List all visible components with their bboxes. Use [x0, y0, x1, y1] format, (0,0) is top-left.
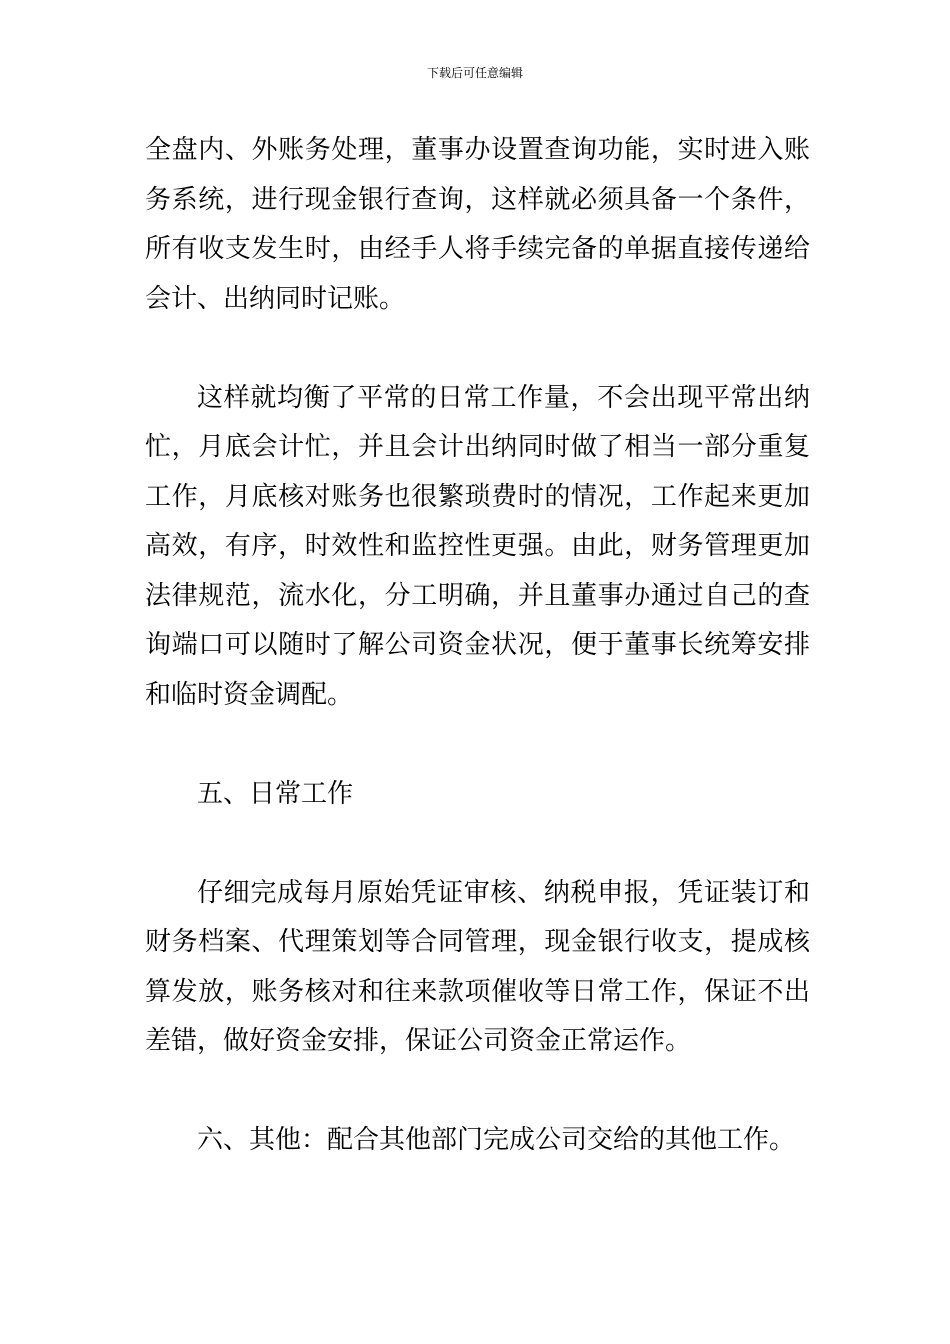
- paragraph-spacer: [145, 720, 810, 770]
- text-line: 询端口可以随时了解公司资金状况，便于董事长统筹安排: [145, 630, 810, 660]
- text-line: 六、其他：配合其他部门完成公司交给的其他工作。: [197, 1125, 796, 1155]
- paragraph-other-work: [145, 1116, 810, 1166]
- text-line: 全盘内、外账务处理，董事办设置查询功能，实时进入账: [145, 135, 810, 165]
- text-line: 所有收支发生时，由经手人将手续完备的单据直接传递给: [145, 234, 810, 264]
- text-line: 和临时资金调配。: [145, 679, 354, 710]
- text-line: 仔细完成每月原始凭证审核、纳税申报，凭证装订和: [197, 877, 810, 908]
- text-line: 高效，有序，时效性和监控性更强。由此，财务管理更加: [145, 531, 810, 561]
- text-line: 算发放，账务核对和往来款项催收等日常工作，保证不出: [145, 976, 810, 1007]
- paragraph-workload-balance: [145, 374, 810, 721]
- document-body: [145, 126, 810, 1166]
- page-header: 下载后可任意编辑: [426, 66, 523, 80]
- text-line: 这样就均衡了平常的日常工作量，不会出现平常出纳: [197, 382, 810, 413]
- paragraph-spacer: [145, 819, 810, 869]
- paragraph-daily-tasks: [145, 869, 810, 1067]
- text-line: 财务档案、代理策划等合同管理，现金银行收支，提成核: [145, 927, 810, 957]
- text-line: 会计、出纳同时记账。: [145, 283, 406, 314]
- text-line: 差错，做好资金安排，保证公司资金正常运作。: [145, 1026, 692, 1056]
- text-line: 忙，月底会计忙，并且会计出纳同时做了相当一部分重复: [145, 432, 810, 462]
- section-heading-daily-work: [145, 770, 810, 820]
- paragraph-accounting-process: [145, 126, 810, 324]
- text-line: 工作，月底核对账务也很繁琐费时的情况，工作起来更加: [145, 481, 810, 512]
- heading-line: 五、日常工作: [197, 778, 354, 809]
- paragraph-spacer: [145, 324, 810, 374]
- text-line: 务系统，进行现金银行查询，这样就必须具备一个条件，: [145, 184, 810, 215]
- paragraph-spacer: [145, 1067, 810, 1117]
- text-line: 法律规范，流水化，分工明确，并且董事办通过自己的查: [145, 580, 810, 611]
